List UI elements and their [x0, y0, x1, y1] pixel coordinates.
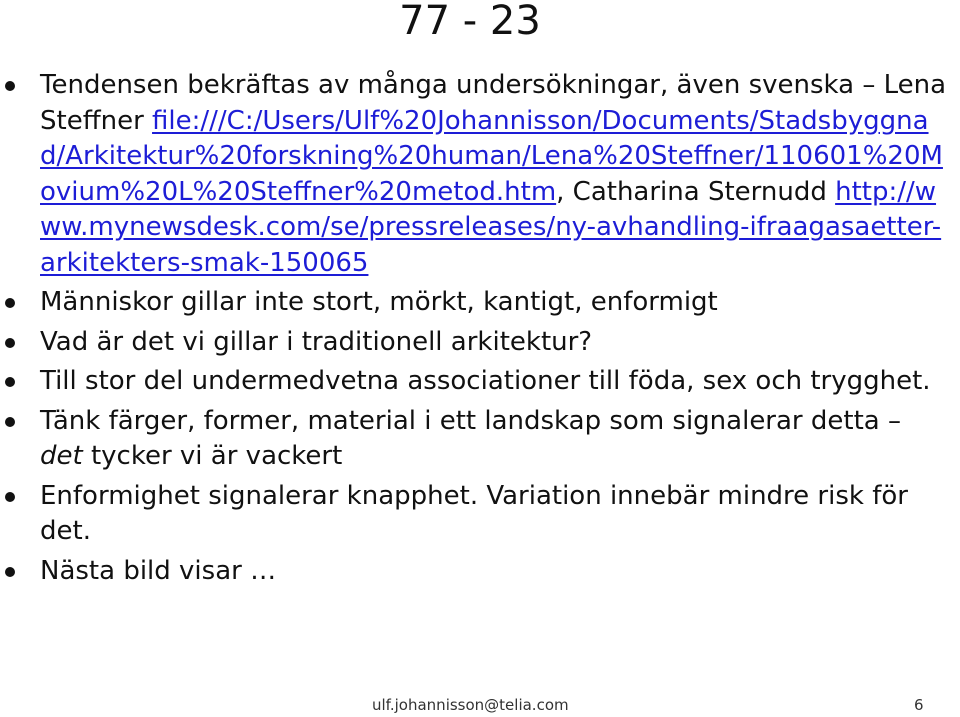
bullet-item-variation	[0, 479, 960, 550]
bullet-text: Till stor del undermedvetna associationer till föda, sex och trygghet.	[40, 366, 931, 396]
bullet-text: , Catharina Sternudd	[556, 176, 836, 207]
bullet-text: Tendensen bekräftas av många undersökningar, även svenska – Lena Steffner	[40, 70, 947, 136]
bullet-text: Vad är det vi gillar i traditionell arkitektur?	[40, 326, 593, 357]
bullet-text: Enformighet signalerar knapphet. Variation innebär mindre risk för det.	[40, 480, 908, 546]
bullet-list	[0, 68, 960, 593]
bullet-item-research	[0, 68, 960, 281]
page-number: 6	[914, 696, 924, 714]
bullet-item-landscape	[0, 404, 960, 475]
bullet-dot	[5, 417, 15, 427]
bullet-text: tycker vi är vackert	[82, 441, 343, 471]
bullet-item-dislikes	[0, 285, 960, 321]
bullet-dot	[5, 377, 15, 387]
bullet-item-associations	[0, 364, 960, 400]
bullet-dot	[5, 338, 15, 348]
bullet-item-next	[0, 554, 960, 590]
bullet-text: Tänk färger, former, material i ett landskap som signalerar detta –	[40, 405, 901, 436]
bullet-emphasis: det	[40, 441, 83, 471]
footer-email: ulf.johannisson@telia.com	[372, 696, 569, 714]
bullet-text: Människor gillar inte stort, mörkt, kantigt, enformigt	[40, 287, 718, 317]
bullet-dot	[5, 492, 15, 502]
bullet-dot	[5, 298, 15, 308]
steffner-file-link[interactable]: file:///C:/Users/Ulf%20Johannisson/Documents/Stadsbyggnad/Arkitektur%20forskning%20human/Lena%20Steffner/110601%20Movium%20L%20Steffner%20metod.htm	[40, 105, 943, 207]
bullet-item-question	[0, 325, 960, 361]
bullet-dot	[5, 81, 15, 91]
bullet-text: Nästa bild visar …	[40, 555, 277, 586]
bullet-dot	[5, 567, 15, 577]
mynewsdesk-link[interactable]: http://www.mynewsdesk.com/se/pressreleases/ny-avhandling-ifraagasaetter-arkitekters-smak-150065	[40, 176, 942, 278]
slide-title: 77 - 23	[399, 0, 541, 44]
